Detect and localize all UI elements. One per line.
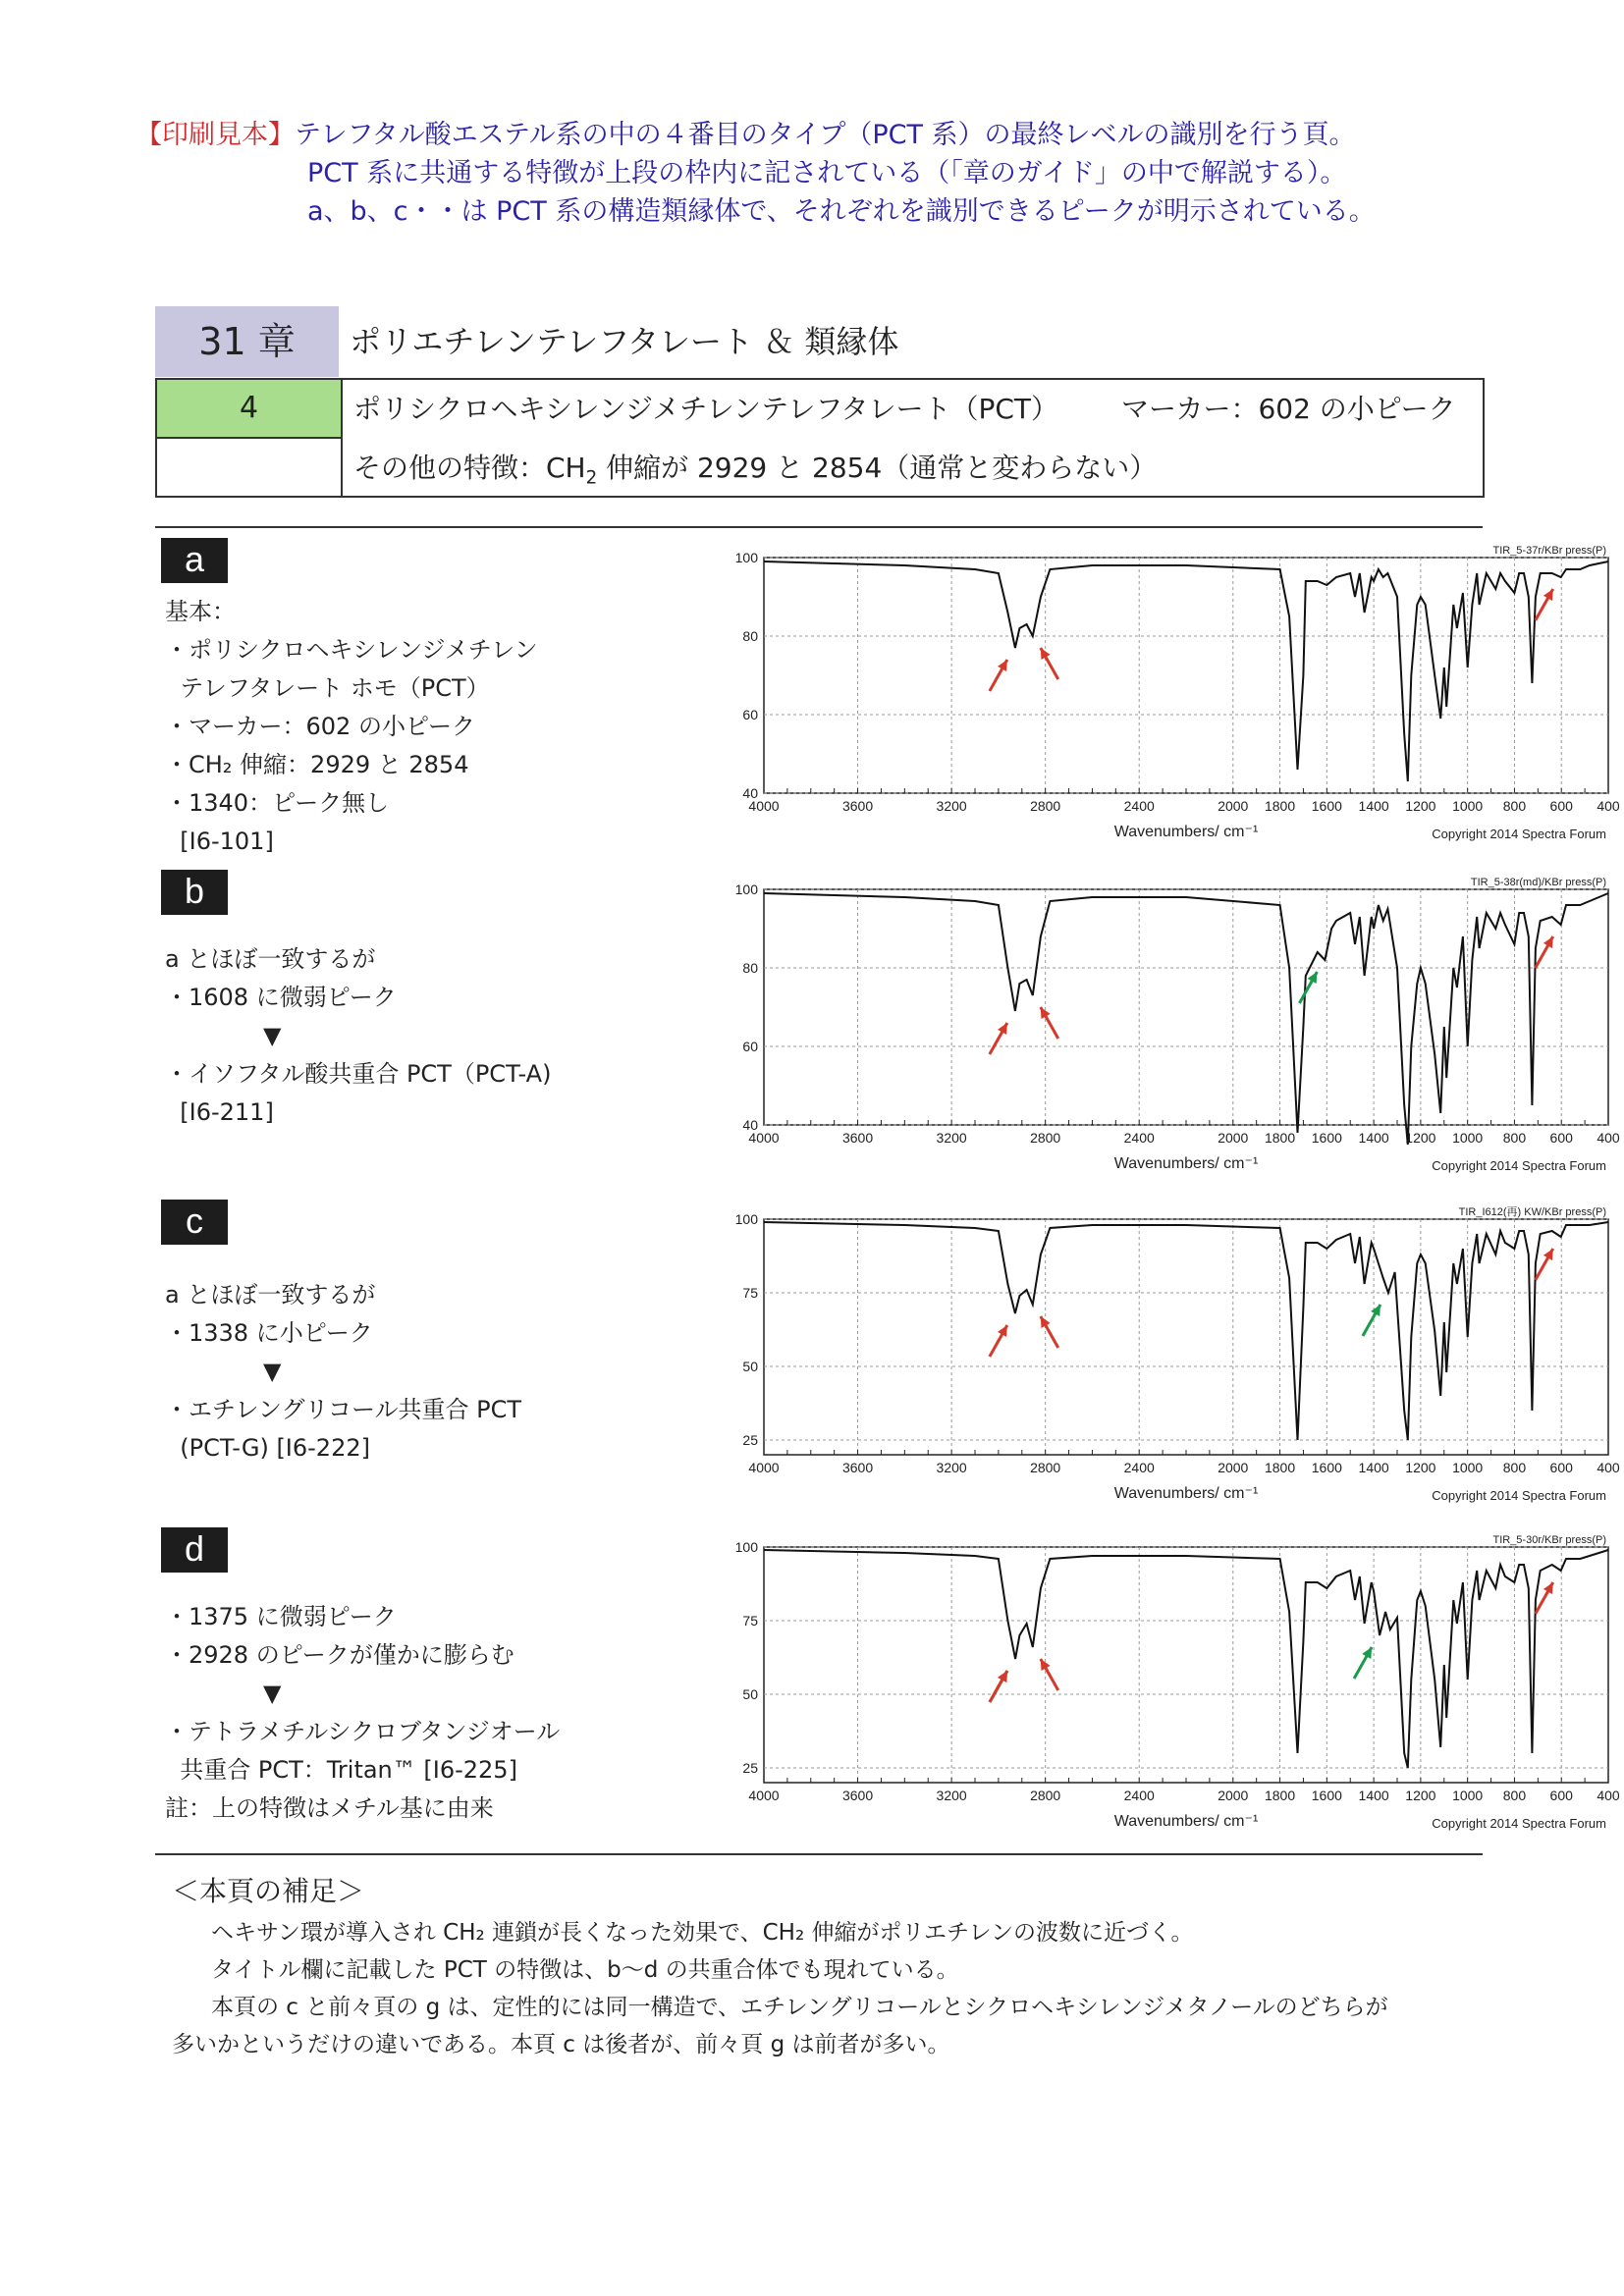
note-line: (PCT-G) [I6-222] <box>165 1434 370 1462</box>
section-badge: c <box>161 1200 228 1245</box>
note-line: 基本： <box>165 598 236 625</box>
y-tick-label: 60 <box>742 707 758 722</box>
spectrum-id-label: TIR_5-37r/KBr press(P) <box>1492 545 1606 557</box>
chapter-detail-box <box>155 378 1485 498</box>
note-line: a とほぼ一致するが <box>165 945 376 973</box>
x-tick-label: 2400 <box>1123 1130 1155 1146</box>
y-tick-label: 40 <box>742 1117 758 1133</box>
spectrum-svg <box>568 538 1624 862</box>
x-tick-label: 1200 <box>1405 1788 1436 1803</box>
spectrum-chart-c <box>568 1200 1624 1527</box>
x-tick-label: 2000 <box>1218 1130 1249 1146</box>
x-tick-label: 1000 <box>1452 1788 1484 1803</box>
separator-line <box>155 526 1483 528</box>
y-tick-label: 75 <box>742 1285 758 1301</box>
note-line: テレフタレート ホモ（PCT） <box>165 674 490 702</box>
x-axis-label: Wavenumbers/ cm⁻¹ <box>1113 824 1259 840</box>
x-tick-label: 3200 <box>936 798 967 814</box>
y-tick-label: 60 <box>742 1039 758 1054</box>
x-tick-label: 600 <box>1549 1788 1573 1803</box>
note-line: a とほぼ一致するが <box>165 1281 376 1308</box>
section-notes <box>165 1276 521 1468</box>
x-tick-label: 3200 <box>936 1788 967 1803</box>
x-tick-label: 1000 <box>1452 1130 1484 1146</box>
x-tick-label: 2800 <box>1030 1130 1061 1146</box>
x-tick-label: 3600 <box>841 1788 874 1803</box>
x-tick-label: 2800 <box>1030 798 1061 814</box>
down-arrow-icon: ▼ <box>263 1358 282 1385</box>
x-tick-label: 800 <box>1502 1788 1527 1803</box>
x-tick-label: 1800 <box>1264 1130 1296 1146</box>
chapter-box <box>155 306 1483 495</box>
x-tick-label: 2000 <box>1218 1788 1249 1803</box>
chapter-title: ポリエチレンテレフタレート ＆ 類縁体 <box>350 323 899 360</box>
note-line: ・イソフタル酸共重合 PCT（PCT-A) <box>165 1060 552 1088</box>
note-line: ・ポリシクロヘキシレンジメチレン <box>165 636 538 664</box>
note-line: 註：上の特徴はメチル基に由来 <box>165 1794 494 1822</box>
section-b <box>155 870 1620 1194</box>
section-notes <box>165 593 538 861</box>
y-tick-label: 100 <box>734 1539 758 1555</box>
x-tick-label: 800 <box>1502 1130 1527 1146</box>
section-badge: a <box>161 538 228 583</box>
header-line-3: a、b、c・・は PCT 系の構造類縁体で、それぞれを識別できるピークが明示されている。 <box>307 196 1376 227</box>
x-tick-label: 1000 <box>1452 798 1484 814</box>
y-tick-label: 75 <box>742 1613 758 1629</box>
section-notes <box>165 1598 560 1828</box>
x-tick-label: 3200 <box>936 1460 967 1475</box>
y-tick-label: 80 <box>742 628 758 644</box>
section-notes <box>165 940 551 1132</box>
x-tick-label: 1200 <box>1405 798 1436 814</box>
section-c <box>155 1200 1620 1523</box>
section-badge: d <box>161 1527 228 1573</box>
x-tick-label: 1600 <box>1311 1130 1342 1146</box>
header-line-1: 【印刷見本】テレフタル酸エステル系の中の４番目のタイプ（PCT 系）の最終レベルの識別を行う頁。 <box>135 120 1356 150</box>
x-tick-label: 1800 <box>1264 1788 1296 1803</box>
polymer-name: ポリシクロヘキシレンジメチレンテレフタレート（PCT） <box>353 393 1058 425</box>
y-tick-label: 25 <box>742 1760 758 1776</box>
note-line: [I6-211] <box>165 1098 274 1126</box>
x-tick-label: 600 <box>1549 798 1573 814</box>
chapter-sub-number: 4 <box>157 380 343 439</box>
x-tick-label: 1400 <box>1358 1788 1389 1803</box>
supplement-title: ＜本頁の補足＞ <box>172 1875 365 1907</box>
x-tick-label: 2800 <box>1030 1460 1061 1475</box>
x-tick-label: 400 <box>1597 1788 1620 1803</box>
x-tick-label: 1600 <box>1311 798 1342 814</box>
x-tick-label: 2400 <box>1123 1460 1155 1475</box>
marker-text: マーカー：602 の小ピーク <box>1121 393 1456 425</box>
y-tick-label: 100 <box>734 881 758 897</box>
header-tag: 【印刷見本】 <box>135 120 295 150</box>
x-tick-label: 800 <box>1502 1460 1527 1475</box>
spectrum-svg <box>568 1527 1624 1851</box>
x-axis-label: Wavenumbers/ cm⁻¹ <box>1113 1813 1259 1830</box>
chapter-number: 31 章 <box>155 306 339 377</box>
x-tick-label: 800 <box>1502 798 1527 814</box>
x-tick-label: 2000 <box>1218 1460 1249 1475</box>
x-tick-label: 1200 <box>1405 1130 1436 1146</box>
note-line: ・2928 のピークが僅かに膨らむ <box>165 1641 514 1669</box>
x-tick-label: 4000 <box>748 1130 780 1146</box>
other-features: その他の特徴：$CH_2$ 伸縮が 2929 と 2854（通常と変わらない） <box>353 452 1158 489</box>
x-tick-label: 1400 <box>1358 1130 1389 1146</box>
x-tick-label: 1800 <box>1264 1460 1296 1475</box>
down-arrow-icon: ▼ <box>263 1680 282 1707</box>
x-tick-label: 4000 <box>748 798 780 814</box>
x-axis-label: Wavenumbers/ cm⁻¹ <box>1113 1155 1259 1172</box>
x-tick-label: 3200 <box>936 1130 967 1146</box>
spectrum-svg <box>568 870 1624 1194</box>
x-tick-label: 2400 <box>1123 798 1155 814</box>
section-d <box>155 1527 1620 1851</box>
y-tick-label: 80 <box>742 960 758 976</box>
x-tick-label: 400 <box>1597 1130 1620 1146</box>
x-tick-label: 3600 <box>841 1460 874 1475</box>
note-line: ・テトラメチルシクロブタンジオール <box>165 1718 561 1745</box>
x-tick-label: 3600 <box>841 798 874 814</box>
x-tick-label: 1800 <box>1264 798 1296 814</box>
x-tick-label: 400 <box>1597 798 1620 814</box>
x-tick-label: 4000 <box>748 1460 780 1475</box>
header-line-2: PCT 系に共通する特徴が上段の枠内に記されている（「章のガイド」の中で解説する）。 <box>307 158 1347 188</box>
copyright-label: Copyright 2014 Spectra Forum <box>1432 1816 1606 1831</box>
x-tick-label: 1600 <box>1311 1460 1342 1475</box>
x-tick-label: 400 <box>1597 1460 1620 1475</box>
spectrum-chart-b <box>568 870 1624 1198</box>
x-tick-label: 2400 <box>1123 1788 1155 1803</box>
section-badge: b <box>161 870 228 915</box>
page-header <box>135 116 1376 231</box>
copyright-label: Copyright 2014 Spectra Forum <box>1432 1488 1606 1503</box>
note-line: ・1375 に微弱ピーク <box>165 1603 397 1630</box>
note-line: [I6-101] <box>165 828 274 855</box>
supplement-paragraph: タイトル欄に記載した PCT の特徴は、b～d の共重合体でも現れている。 <box>211 1957 959 1983</box>
spectrum-svg <box>568 1200 1624 1523</box>
supplement-text <box>172 1914 1488 2063</box>
note-line: ・CH₂ 伸縮：2929 と 2854 <box>165 751 469 778</box>
x-tick-label: 4000 <box>748 1788 780 1803</box>
y-tick-label: 25 <box>742 1432 758 1448</box>
y-tick-label: 50 <box>742 1359 758 1374</box>
spectrum-id-label: TIR_5-38r(md)/KBr press(P) <box>1470 877 1606 888</box>
x-axis-label: Wavenumbers/ cm⁻¹ <box>1113 1485 1259 1502</box>
y-tick-label: 50 <box>742 1686 758 1702</box>
copyright-label: Copyright 2014 Spectra Forum <box>1432 827 1606 841</box>
note-line: ・エチレングリコール共重合 PCT <box>165 1396 521 1423</box>
x-tick-label: 1400 <box>1358 1460 1389 1475</box>
down-arrow-icon: ▼ <box>263 1022 282 1049</box>
copyright-label: Copyright 2014 Spectra Forum <box>1432 1158 1606 1173</box>
section-a <box>155 538 1620 862</box>
chapter-sub-blank <box>157 439 343 496</box>
supplement-paragraph: 本頁の c と前々頁の g は、定性的には同一構造で、エチレングリコールとシクロヘキシレンジメタノールのどちらが <box>211 1995 1388 2020</box>
plot-frame <box>764 889 1608 1125</box>
y-tick-label: 100 <box>734 1211 758 1227</box>
x-tick-label: 600 <box>1549 1130 1573 1146</box>
y-tick-label: 40 <box>742 785 758 801</box>
note-line: ・1338 に小ピーク <box>165 1319 373 1347</box>
x-tick-label: 1000 <box>1452 1460 1484 1475</box>
supplement-paragraph: 多いかというだけの違いである。本頁 c は後者が、前々頁 g は前者が多い。 <box>172 2032 950 2057</box>
x-tick-label: 2000 <box>1218 798 1249 814</box>
x-tick-label: 3600 <box>841 1130 874 1146</box>
x-tick-label: 1600 <box>1311 1788 1342 1803</box>
x-tick-label: 600 <box>1549 1460 1573 1475</box>
note-line: 共重合 PCT：Tritan™ [I6-225] <box>165 1756 517 1784</box>
spectrum-id-label: TIR_I612(再) KW/KBr press(P) <box>1458 1206 1606 1218</box>
x-tick-label: 2800 <box>1030 1788 1061 1803</box>
note-line: ・1608 に微弱ピーク <box>165 984 397 1011</box>
note-line: ・マーカー：602 の小ピーク <box>165 713 475 740</box>
note-line: ・1340：ピーク無し <box>165 789 390 817</box>
supplement-paragraph: ヘキサン環が導入され CH₂ 連鎖が長くなった効果で、CH₂ 伸縮がポリエチレンの波数に近づく。 <box>211 1920 1194 1946</box>
plot-frame <box>764 1547 1608 1783</box>
x-tick-label: 1200 <box>1405 1460 1436 1475</box>
y-tick-label: 100 <box>734 550 758 565</box>
spectrum-chart-d <box>568 1527 1624 1855</box>
spectrum-chart-a <box>568 538 1624 866</box>
spectrum-id-label: TIR_5-30r/KBr press(P) <box>1492 1534 1606 1546</box>
x-tick-label: 1400 <box>1358 798 1389 814</box>
